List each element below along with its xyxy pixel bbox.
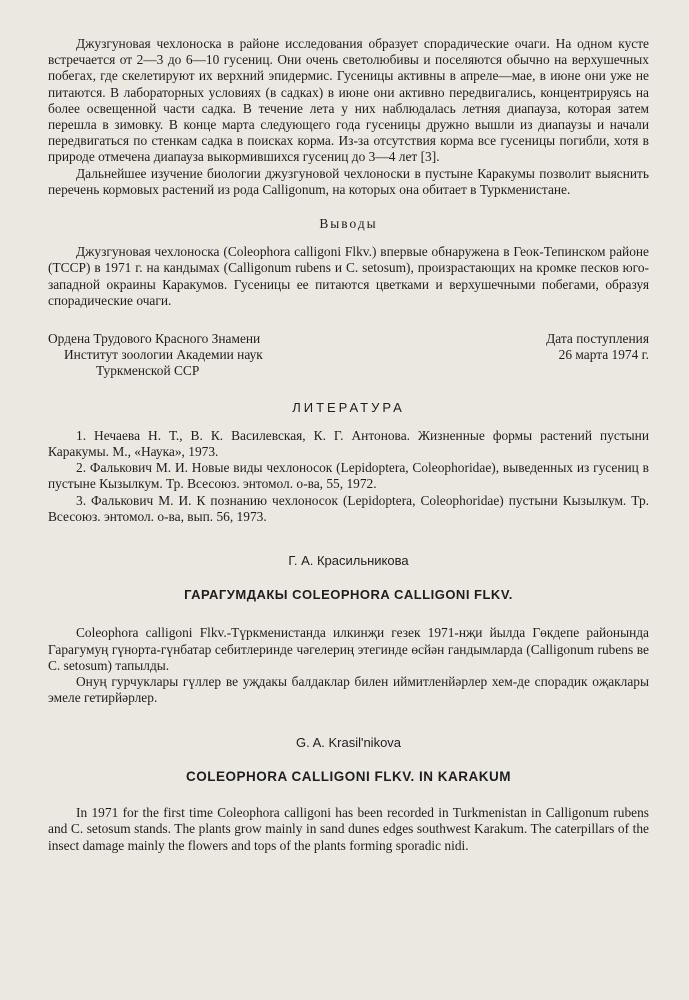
turkmen-paragraph-1: Coleophora calligoni Flkv.-Түркменистанда илкинҗи гезек 1971-нҗи йылда Гөкдепе районында Гарагумуң гүнорта-гүнбатар себитлеринде чәгелериң этегинде өсйән гандымларда (Calligonum rubens ве C. setosum) тапылды. <box>48 625 649 673</box>
english-title: COLEOPHORA CALLIGONI FLKV. IN KARAKUM <box>186 768 511 784</box>
institution-line-3: Туркменской ССР <box>96 363 200 379</box>
turkmen-title: ГАРАГУМДАКЫ COLEOPHORA CALLIGONI FLKV. <box>184 587 513 603</box>
intro-paragraph: Джузгуновая чехлоноска в районе исследования образует спорадические очаги. На одном кусте встречается от 2—3 до 6—10 гусениц. Они очень светолюбивы и поселяются обычно на верхушечных побегах, где скелетируют их верхний эпидермис. Гусеницы активны в апреле—мае, в июне они уже не питаются. В лабораторных условиях (в садках) в июне они активно передвигались, концентрируясь на более освещенной части садка. В течение лета у них наблюдалась летняя диапауза, которая затем перешла в зимовку. В конце марта следующего года гусеницы дружно вышли из диапаузы и начали передвигаться по стенкам садка в поисках корма. Из-за отсутствия корма все гусеницы погибли, хотя в природе отмечена диапауза выкормившихся гусениц до 3—4 лет [3]. <box>48 36 649 165</box>
conclusions-heading: Выводы <box>319 216 378 232</box>
conclusions-text: Джузгуновая чехлоноска (Coleophora calligoni Flkv.) впервые обнаружена в Геок-Тепинском районе (ТССР) в 1971 г. на кандымах (Calligonum rubens и C. setosum), произрастающих на кромке песков юго-западной окраины Каракумов. Гусеницы ее питаются цветками и верхушечными побегами, образуя спорадические очаги. <box>48 244 649 308</box>
institution <box>48 331 388 380</box>
second-paragraph: Дальнейшее изучение биологии джузгуновой чехлоноски в пустыне Каракумы позволит выяснить перечень кормовых растений из рода Calligonum, на которых она обитает в Туркменистане. <box>48 165 649 197</box>
english-author: G. A. Krasil'nikova <box>295 734 402 750</box>
received-date: 26 марта 1974 г. <box>558 347 649 363</box>
institution-line-1: Ордена Трудового Красного Знамени <box>48 331 261 347</box>
institution-line-2: Институт зоологии Академии наук <box>64 347 263 363</box>
turkmen-author: Г. А. Красильникова <box>288 553 409 569</box>
received-label: Дата поступления <box>546 331 649 347</box>
turkmen-paragraph-2: Онуң гурчуклары гүллер ве уҗдакы балдаклар билен иймитленйәрлер хем-де спорадик оҗаклары эмеле гетирйәрлер. <box>48 674 649 706</box>
literature-heading: ЛИТЕРАТУРА <box>292 399 405 415</box>
english-abstract: In 1971 for the first time Coleophora calligoni has been recorded in Turkmenistan in Calligonum rubens and C. setosum stands. The plants grow mainly in sand dunes edges southwest Karakum. The caterpillars of the insect damage mainly the flowers and tops of the plants forming sporadic nidi. <box>48 804 649 853</box>
reference-2: 2. Фалькович М. И. Новые виды чехлоносок (Lepidoptera, Coleophoridae), выведенных из гусениц в пустыне Кызылкум. Тр. Всесоюз. энтомол. о-ва, 55, 1972. <box>48 460 649 492</box>
reference-3: 3. Фалькович М. И. К познанию чехлоносок (Lepidoptera, Coleophoridae) пустыни Кызылкум. Тр. Всесоюз. энтомол. о-ва, вып. 56, 1973. <box>48 492 649 524</box>
affiliation-block <box>48 331 649 380</box>
reference-1: 1. Нечаева Н. Т., В. К. Василевская, К. Г. Антонова. Жизненные формы растений пустыни Каракумы. М., «Наука», 1973. <box>48 427 649 460</box>
received-date-block <box>449 331 649 380</box>
